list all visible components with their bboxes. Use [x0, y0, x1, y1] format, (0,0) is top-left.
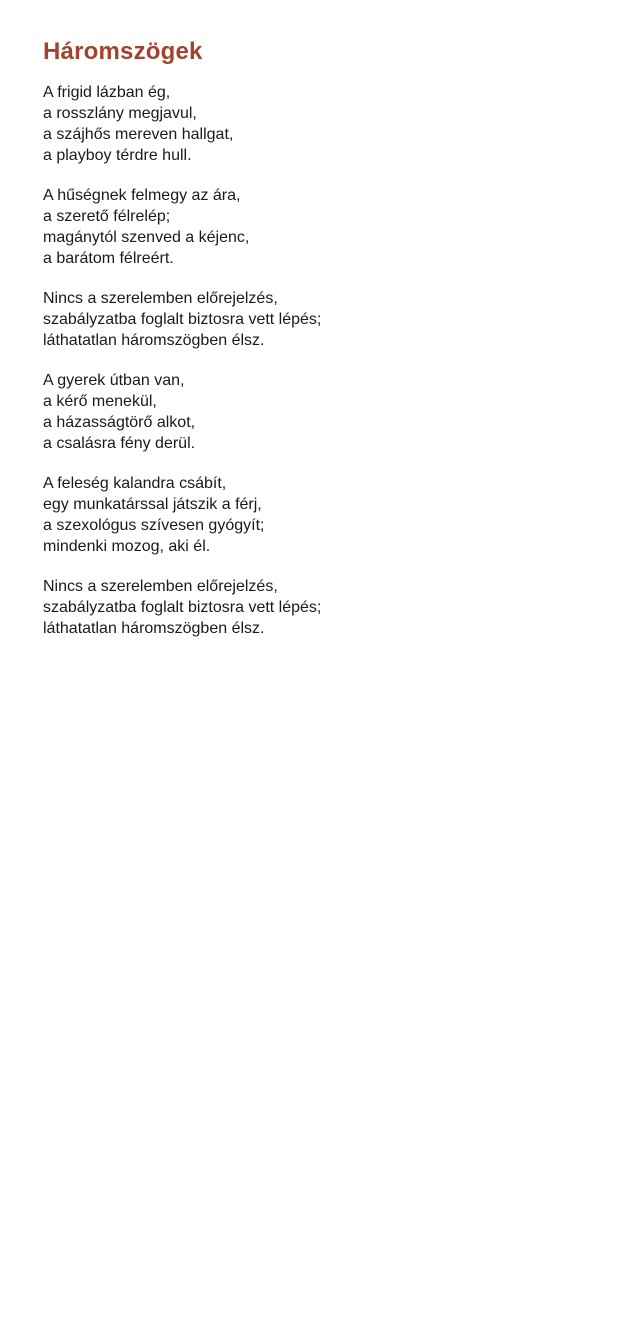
poem-line: láthatatlan háromszögben élsz.	[43, 332, 265, 349]
poem-title: Háromszögek	[43, 38, 203, 65]
poem-line: a rosszlány megjavul,	[43, 105, 197, 122]
poem-line: A gyerek útban van,	[43, 372, 185, 389]
stanza	[43, 288, 603, 351]
poem-line: magánytól szenved a kéjenc,	[43, 229, 250, 246]
poem	[43, 36, 603, 658]
poem-line: Nincs a szerelemben előrejelzés,	[43, 290, 278, 307]
poem-line: a szerető félrelép;	[43, 208, 171, 225]
stanza	[43, 473, 603, 557]
poem-line: a playboy térdre hull.	[43, 147, 192, 164]
poem-line: a csalásra fény derül.	[43, 435, 196, 452]
poem-line: A hűségnek felmegy az ára,	[43, 187, 241, 204]
poem-line: láthatatlan háromszögben élsz.	[43, 620, 265, 637]
poem-line: a szájhős mereven hallgat,	[43, 126, 234, 143]
poem-line: szabályzatba foglalt biztosra vett lépés;	[43, 599, 322, 616]
poem-line: a barátom félreért.	[43, 250, 174, 267]
poem-line: A frigid lázban ég,	[43, 84, 171, 101]
poem-line: a kérő menekül,	[43, 393, 157, 410]
poem-line: Nincs a szerelemben előrejelzés,	[43, 578, 278, 595]
poem-line: egy munkatárssal játszik a férj,	[43, 496, 262, 513]
poem-line: szabályzatba foglalt biztosra vett lépés;	[43, 311, 322, 328]
stanza	[43, 82, 603, 166]
poem-line: mindenki mozog, aki él.	[43, 538, 211, 555]
poem-line: a házasságtörő alkot,	[43, 414, 196, 431]
stanza	[43, 370, 603, 454]
stanza	[43, 576, 603, 639]
stanza	[43, 185, 603, 269]
poem-line: A feleség kalandra csábít,	[43, 475, 227, 492]
poem-line: a szexológus szívesen gyógyít;	[43, 517, 265, 534]
